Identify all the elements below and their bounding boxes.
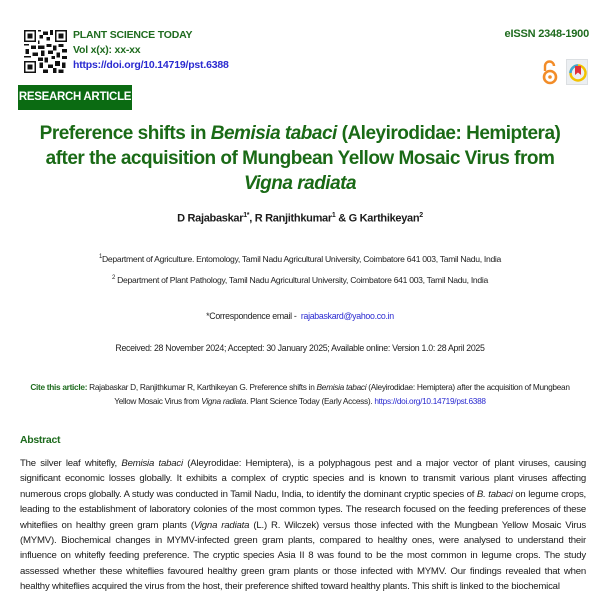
title-species: Bemisia tabaci	[210, 123, 337, 144]
citation-label: Cite this article:	[30, 382, 88, 392]
author[interactable]: R Ranjithkumar	[254, 212, 332, 225]
author-list	[0, 212, 600, 225]
affiliation-text: Department of Plant Pathology, Tamil Nadu Agricultural University, Coimbatore 641 003, Tamil Nadu, India	[115, 275, 488, 285]
author[interactable]: G Karthikeyan	[348, 212, 420, 225]
citation-text: Rajabaskar D, Ranjithkumar R, Karthikeyan G. Preference shifts in	[87, 382, 317, 392]
journal-volume: Vol x(x): xx-xx	[73, 44, 141, 56]
article-type-badge: RESEARCH ARTICLE	[18, 85, 132, 110]
correspondence-email-link[interactable]: rajabaskard@yahoo.co.in	[300, 311, 394, 321]
open-access-icon	[541, 60, 559, 85]
abstract-text: The silver leaf whitefly,	[20, 458, 122, 469]
affiliation	[0, 254, 600, 264]
author-affiliation-marker: 1*	[243, 212, 250, 219]
author-separator: &	[335, 212, 349, 225]
abstract-italic: B. tabaci	[476, 488, 513, 500]
abstract-text: (L.) R. Wilczek) versus those infected with the Mungbean Yellow Mosaic Virus (MYMV). Biochemical changes in MYMV-infected green gram plants, compared to healthy ones, were analysed to understand their influence on whitefly feeding preference. The cryptic species Asia II 8 was found to be the most common in legume crops. The study assessed whether these whiteflies favoured healthy green gram plants or those infected with MYMV. Our findings revealed that when healthy whiteflies acquired the virus from the host, their preference shifted toward healthy plants. This shift is linked to the biochemical	[20, 519, 586, 593]
author-affiliation-marker: 1	[331, 212, 336, 219]
citation-text: (Aleyirodidae: Hemiptera) after the acquisition of Mungbean Yellow Mosaic Virus from	[114, 382, 570, 406]
journal-name: PLANT SCIENCE TODAY	[73, 29, 193, 41]
citation-text: . Plant Science Today (Early Access).	[246, 396, 375, 406]
title-text: (Aleyirodidae: Hemiptera) after the acquisition of Mungbean Yellow Mosaic Virus from	[45, 123, 561, 169]
publication-dates: Received: 28 November 2024; Accepted: 30 January 2025; Available online: Version 1.0: 28 April 2025	[115, 343, 485, 353]
abstract-text: on legume crops, leading to the establishment of laboratory colonies of the most common types. The research focused on the feeding preferences of these whiteflies on healthy green gram plants (	[20, 488, 587, 531]
abstract-body	[20, 456, 586, 595]
title-host: Vigna radiata	[243, 173, 357, 194]
citation	[20, 380, 580, 408]
abstract-heading: Abstract	[20, 434, 61, 446]
author[interactable]: D Rajabaskar	[177, 212, 244, 225]
author-separator: ,	[249, 212, 255, 225]
qr-code-icon[interactable]	[24, 25, 67, 78]
abstract-italic: Bemisia tabaci	[121, 458, 183, 469]
journal-info	[73, 28, 229, 73]
abstract-text: (Aleyrodidae: Hemiptera), is a polyphagous pest and a major vector of plant viruses, causing significant economic losses globally. It exhibits a complex of cryptic species and is known to transmit various plant viruses affecting numerous crops globally. A study was conducted in Tamil Nadu, India, to identify the dominant cryptic species of	[20, 458, 586, 500]
article-title	[20, 121, 580, 196]
crossmark-icon[interactable]	[566, 59, 588, 85]
correspondence	[0, 311, 600, 321]
eissn: eISSN 2348-1900	[504, 28, 589, 40]
doi-link[interactable]: https://doi.org/10.14719/pst.6388	[73, 59, 229, 71]
citation-italic: Vigna radiata	[201, 396, 247, 406]
citation-italic: Bemisia tabaci	[316, 382, 367, 392]
affiliation-marker: 2	[112, 275, 116, 282]
correspondence-label: *Correspondence email -	[206, 311, 301, 321]
affiliation-text: Department of Agriculture. Entomology, Tamil Nadu Agricultural University, Coimbatore 641 003, Tamil Nadu, India	[102, 254, 502, 264]
abstract-italic: Vigna radiata	[193, 519, 250, 531]
affiliation	[0, 275, 600, 285]
author-affiliation-marker: 2	[419, 212, 423, 219]
affiliation-marker: 1	[98, 254, 103, 261]
citation-doi-link[interactable]: https://doi.org/10.14719/pst.6388	[374, 396, 486, 406]
title-text: Preference shifts in	[39, 123, 211, 144]
